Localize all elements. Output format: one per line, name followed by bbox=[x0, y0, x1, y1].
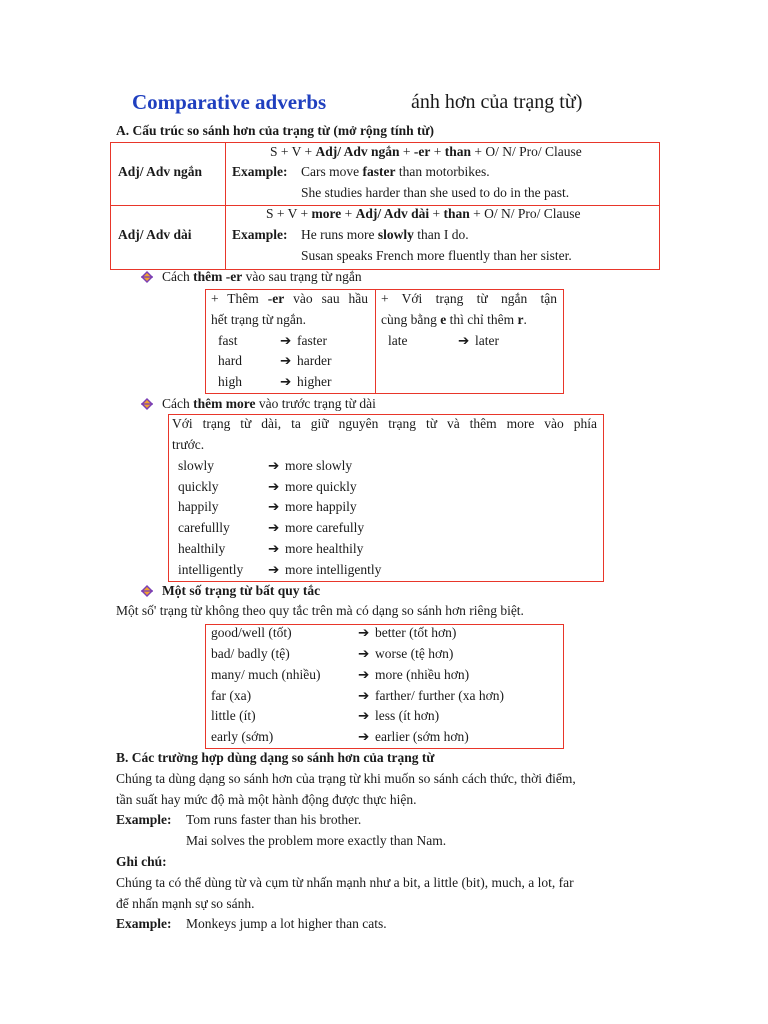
more-pair-to: more quickly bbox=[285, 479, 357, 494]
more-pair-to: more intelligently bbox=[285, 562, 382, 577]
example-sentence: Monkeys jump a lot higher than cats. bbox=[186, 916, 387, 931]
more-rule-box bbox=[168, 414, 604, 582]
er-rule-right-line2: cùng bằng e thì chỉ thêm r. bbox=[381, 312, 527, 327]
section-b-paragraph: Chúng ta dùng dạng so sánh hơn của trạng từ khi muốn so sánh cách thức, thời điểm, bbox=[116, 771, 576, 786]
irregular-to: better (tốt hơn) bbox=[375, 625, 457, 640]
example-sentence: He runs more slowly than I do. bbox=[301, 227, 469, 242]
more-rule-line2: trước. bbox=[172, 437, 205, 452]
er-pair-from: high bbox=[218, 374, 243, 389]
example-label: Example: bbox=[116, 812, 172, 827]
right-arrow-icon: ➔ bbox=[358, 708, 370, 723]
irregular-from: early (sớm) bbox=[211, 729, 274, 744]
example-sentence: Mai solves the problem more exactly than Nam. bbox=[186, 833, 447, 848]
right-arrow-icon: ➔ bbox=[280, 374, 292, 389]
example-label: Example: bbox=[116, 916, 172, 931]
er-pair-to: higher bbox=[297, 374, 332, 389]
er-rule-left-line1: + Thêm -er vào sau hầu bbox=[211, 291, 369, 306]
more-rule-line1: Với trạng từ dài, ta giữ nguyên trạng từ và thêm more vào phía bbox=[172, 416, 597, 431]
right-arrow-icon: ➔ bbox=[268, 499, 280, 514]
right-arrow-icon: ➔ bbox=[268, 562, 280, 577]
right-arrow-icon: ➔ bbox=[358, 729, 370, 744]
more-pair-to: more healthily bbox=[285, 541, 364, 556]
note-paragraph: để nhấn mạnh sự so sánh. bbox=[116, 896, 255, 911]
bullet-more-text: Cách thêm more vào trước trạng từ dài bbox=[162, 396, 376, 411]
irregular-to: more (nhiều hơn) bbox=[375, 667, 470, 682]
diamond-bullet-icon bbox=[141, 585, 153, 597]
page-title-tail: ánh hơn của trạng từ) bbox=[411, 91, 583, 113]
irregular-from: good/well (tốt) bbox=[211, 625, 292, 640]
more-pair-to: more happily bbox=[285, 499, 357, 514]
right-arrow-icon: ➔ bbox=[268, 541, 280, 556]
example-label: Example: bbox=[232, 227, 288, 242]
er-rule-right-line1: + Với trạng từ ngắn tận bbox=[381, 291, 557, 306]
bullet-irregular-text: Một số trạng từ bất quy tắc bbox=[162, 583, 321, 598]
more-pair-from: slowly bbox=[178, 458, 215, 473]
right-arrow-icon: ➔ bbox=[458, 333, 470, 348]
right-arrow-icon: ➔ bbox=[280, 353, 292, 368]
right-arrow-icon: ➔ bbox=[280, 333, 292, 348]
example-sentence: Cars move faster than motorbikes. bbox=[301, 164, 490, 179]
formula-short: S + V + Adj/ Adv ngắn + -er + than + O/ N/ Pro/ Clause bbox=[270, 144, 582, 159]
diamond-bullet-icon bbox=[141, 398, 153, 410]
more-pair-to: more carefully bbox=[285, 520, 365, 535]
section-b-heading: B. Các trường hợp dùng dạng so sánh hơn của trạng từ bbox=[116, 750, 435, 765]
irregular-to: less (ít hơn) bbox=[375, 708, 440, 723]
example-sentence: Susan speaks French more fluently than her sister. bbox=[301, 248, 572, 263]
er-pair-to: harder bbox=[297, 353, 332, 368]
structure-table-divider bbox=[225, 142, 226, 270]
section-b-paragraph: tần suất hay mức độ mà một hành động được thực hiện. bbox=[116, 792, 417, 807]
er-rule-left-line2: hết trạng từ ngắn. bbox=[211, 312, 307, 327]
more-pair-from: quickly bbox=[178, 479, 219, 494]
diamond-bullet-icon bbox=[141, 271, 153, 283]
more-pair-from: intelligently bbox=[178, 562, 244, 577]
example-label: Example: bbox=[232, 164, 288, 179]
er-pair-from: fast bbox=[218, 333, 238, 348]
more-pair-from: happily bbox=[178, 499, 219, 514]
right-arrow-icon: ➔ bbox=[358, 688, 370, 703]
right-arrow-icon: ➔ bbox=[268, 458, 280, 473]
example-sentence: Tom runs faster than his brother. bbox=[186, 812, 362, 827]
note-paragraph: Chúng ta có thể dùng từ và cụm từ nhấn mạnh như a bit, a little (bit), much, a lot, far bbox=[116, 875, 574, 890]
er-pair-from: late bbox=[388, 333, 408, 348]
right-arrow-icon: ➔ bbox=[358, 667, 370, 682]
row-label-long: Adj/ Adv dài bbox=[118, 227, 192, 242]
irregular-to: earlier (sớm hơn) bbox=[375, 729, 469, 744]
irregular-to: worse (tệ hơn) bbox=[375, 646, 454, 661]
right-arrow-icon: ➔ bbox=[268, 479, 280, 494]
section-a-heading: A. Cấu trúc so sánh hơn của trạng từ (mở rộng tính từ) bbox=[116, 123, 435, 138]
note-heading: Ghi chú: bbox=[116, 854, 167, 869]
er-pair-to: faster bbox=[297, 333, 327, 348]
row-label-short: Adj/ Adv ngắn bbox=[118, 164, 203, 179]
bullet-er-text: Cách thêm -er vào sau trạng từ ngắn bbox=[162, 269, 362, 284]
right-arrow-icon: ➔ bbox=[358, 625, 370, 640]
irregular-to: farther/ further (xa hơn) bbox=[375, 688, 504, 703]
irregular-from: far (xa) bbox=[211, 688, 252, 703]
irregular-intro: Một số' trạng từ không theo quy tắc trên mà có dạng so sánh hơn riêng biệt. bbox=[116, 603, 524, 618]
er-pair-from: hard bbox=[218, 353, 242, 368]
more-pair-to: more slowly bbox=[285, 458, 353, 473]
right-arrow-icon: ➔ bbox=[358, 646, 370, 661]
page-title: Comparative adverbs bbox=[132, 90, 327, 114]
irregular-from: many/ much (nhiều) bbox=[211, 667, 321, 682]
er-rule-divider bbox=[375, 289, 376, 394]
irregular-from: bad/ badly (tệ) bbox=[211, 646, 290, 661]
example-sentence: She studies harder than she used to do in the past. bbox=[301, 185, 570, 200]
formula-long: S + V + more + Adj/ Adv dài + than + O/ N/ Pro/ Clause bbox=[266, 206, 581, 221]
er-pair-to: later bbox=[475, 333, 499, 348]
more-pair-from: carefullly bbox=[178, 520, 230, 535]
irregular-from: little (ít) bbox=[211, 708, 256, 723]
right-arrow-icon: ➔ bbox=[268, 520, 280, 535]
more-pair-from: healthily bbox=[178, 541, 226, 556]
